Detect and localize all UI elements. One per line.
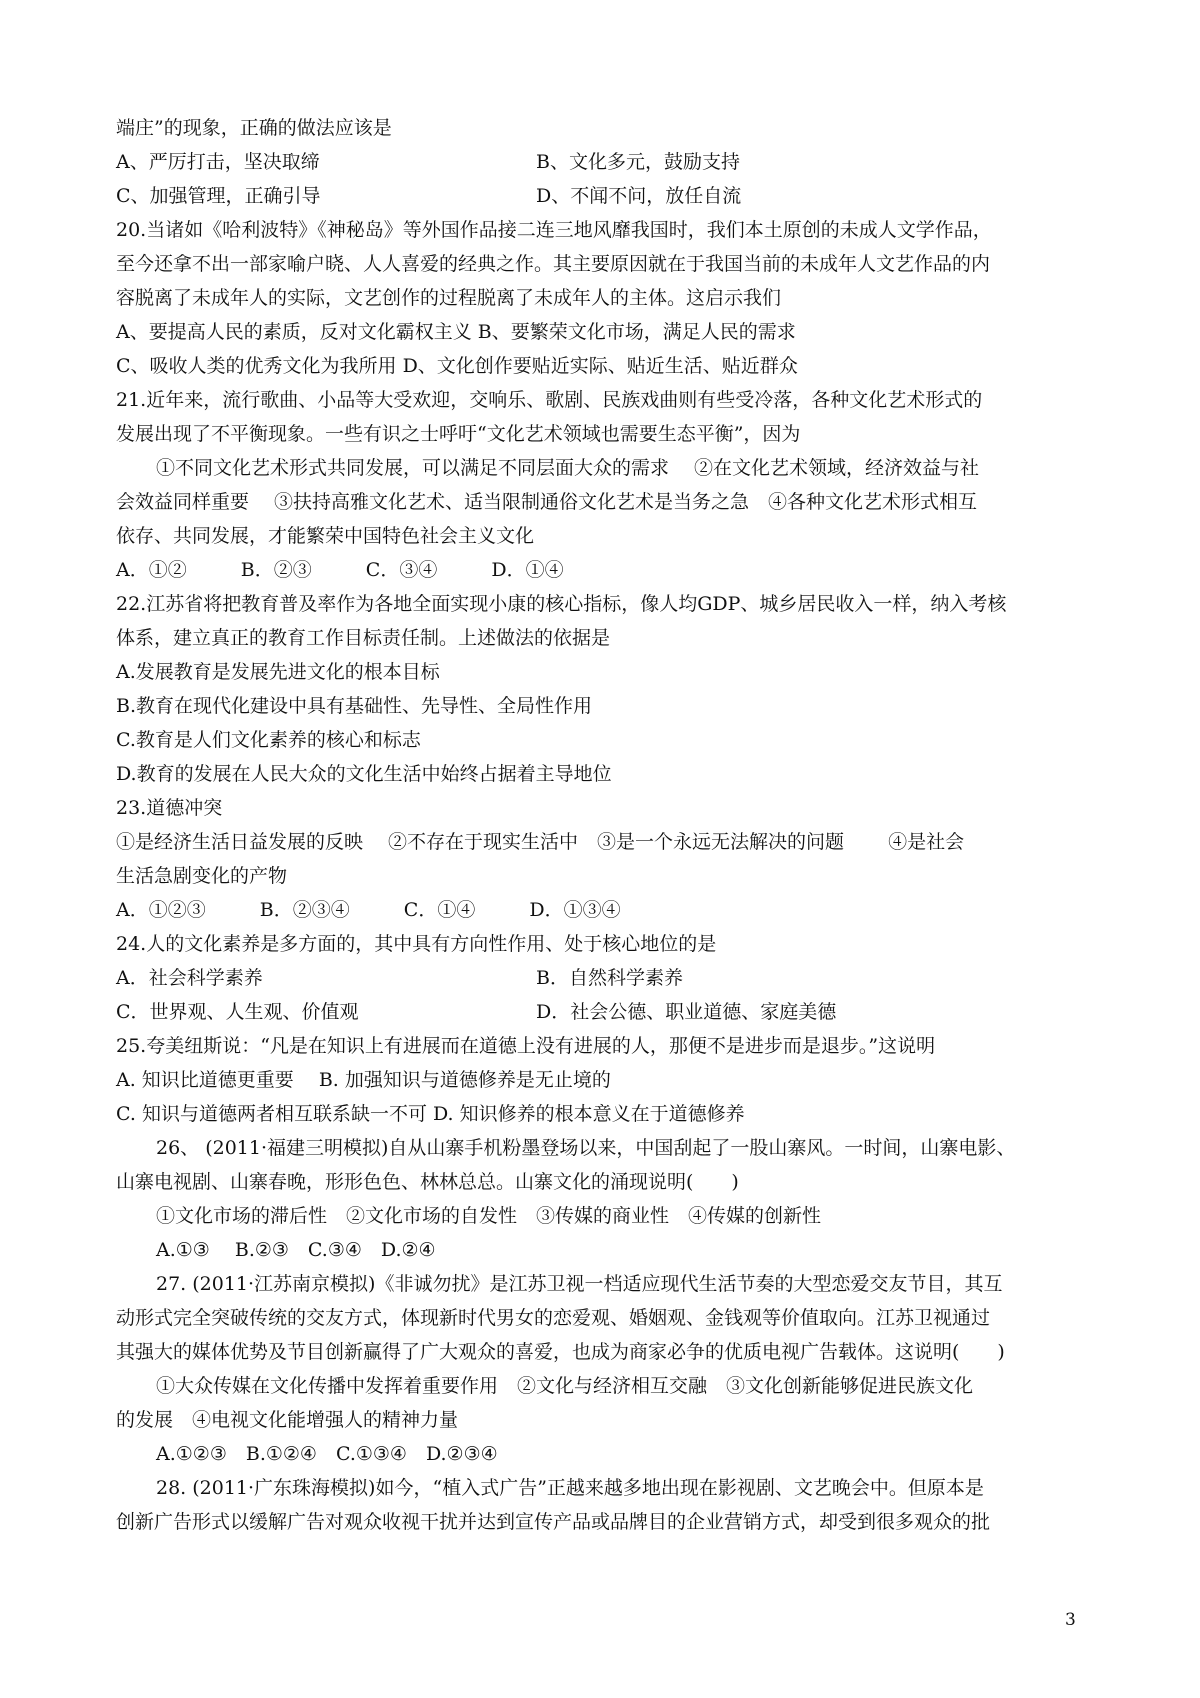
question-20-line: 容脱离了未成年人的实际，文艺创作的过程脱离了未成年人的主体。这启示我们 xyxy=(116,287,782,309)
option-d: D.教育的发展在人民大众的文化生活中始终占据着主导地位 xyxy=(116,763,612,785)
option-c: C、加强管理，正确引导 xyxy=(116,185,321,207)
question-26-options: A.①③ B.②③ C.③④ D.②④ xyxy=(156,1239,436,1261)
option-b: B、文化多元，鼓励支持 xyxy=(536,151,740,173)
question-25-line: 25.夸美纽斯说：“凡是在知识上有进展而在道德上没有进展的人，那便不是进步而是退步。”这说明 xyxy=(116,1035,936,1057)
option-b: B．②③ xyxy=(240,559,312,581)
option-b: B．②③④ xyxy=(259,899,350,921)
option-a: A．①② xyxy=(116,559,187,581)
question-24-options-ab xyxy=(116,961,1096,995)
question-27-statement: 的发展 ④电视文化能增强人的精神力量 xyxy=(116,1409,459,1431)
question-20-line: 至今还拿不出一部家喻户晓、人人喜爱的经典之作。其主要原因就在于我国当前的未成年人文艺作品的内 xyxy=(116,253,991,275)
question-24-options-cd xyxy=(116,995,1096,1029)
option-d: D、不闻不问，放任自流 xyxy=(536,185,742,207)
option-c: C．①④ xyxy=(403,899,476,921)
question-28-line: 创新广告形式以缓解广告对观众收视干扰并达到宣传产品或品牌目的企业营销方式，却受到很多观众的批 xyxy=(116,1511,991,1533)
question-19-options-ab xyxy=(116,145,1096,179)
option-a: A、严厉打击，坚决取缔 xyxy=(116,151,320,173)
option-c: C．③④ xyxy=(365,559,438,581)
question-23-line: ①是经济生活日益发展的反映 ②不存在于现实生活中 ③是一个永远无法解决的问题 ④是社会 xyxy=(116,831,965,853)
question-25-options-cd: C. 知识与道德两者相互联系缺一不可 D. 知识修养的根本意义在于道德修养 xyxy=(116,1103,745,1125)
question-27-options: A.①②③ B.①②④ C.①③④ D.②③④ xyxy=(156,1443,498,1465)
question-19-options-cd xyxy=(116,179,1096,213)
question-20-options-cd: C、吸收人类的优秀文化为我所用 D、文化创作要贴近实际、贴近生活、贴近群众 xyxy=(116,355,798,377)
question-23-line: 生活急剧变化的产物 xyxy=(116,865,288,887)
option-a: A．社会科学素养 xyxy=(116,967,263,989)
option-a: A．①②③ xyxy=(116,899,206,921)
question-20-line: 20.当诸如《哈利波特》《神秘岛》等外国作品接二连三地风靡我国时，我们本土原创的未成人文学作品， xyxy=(116,219,992,241)
option-b: B.教育在现代化建设中具有基础性、先导性、全局性作用 xyxy=(116,695,593,717)
question-19-tail: 端庄”的现象，正确的做法应该是 xyxy=(116,117,392,139)
question-27-line: 27. (2011·江苏南京模拟)《非诚勿扰》是江苏卫视一档适应现代生活节奏的大型恋爱交友节目，其互 xyxy=(156,1273,1003,1295)
question-27-line: 其强大的媒体优势及节目创新赢得了广大观众的喜爱，也成为商家必争的优质电视广告载体。这说明( ) xyxy=(116,1341,1005,1363)
question-21-line: 21.近年来，流行歌曲、小品等大受欢迎，交响乐、歌剧、民族戏曲则有些受冷落，各种文化艺术形式的 xyxy=(116,389,983,411)
page-number: 3 xyxy=(1065,1610,1076,1630)
question-26-line: 山寨电视剧、山寨春晚，形形色色、林林总总。山寨文化的涌现说明( ) xyxy=(116,1171,739,1193)
document-page xyxy=(116,111,1096,1539)
question-21-statement: ①不同文化艺术形式共同发展，可以满足不同层面大众的需求 ②在文化艺术领域，经济效益与社 xyxy=(156,457,980,479)
question-26-statement: ①文化市场的滞后性 ②文化市场的自发性 ③传媒的商业性 ④传媒的创新性 xyxy=(156,1205,822,1227)
option-d: D．社会公德、职业道德、家庭美德 xyxy=(536,1001,837,1023)
option-c: C.教育是人们文化素养的核心和标志 xyxy=(116,729,421,751)
question-23-line: 23.道德冲突 xyxy=(116,797,223,819)
question-22-line: 体系，建立真正的教育工作目标责任制。上述做法的依据是 xyxy=(116,627,611,649)
question-24-line: 24.人的文化素养是多方面的，其中具有方向性作用、处于核心地位的是 xyxy=(116,933,717,955)
question-22-line: 22.江苏省将把教育普及率作为各地全面实现小康的核心指标，像人均GDP、城乡居民收入一样，纳入考核 xyxy=(116,593,1007,615)
option-a: A.发展教育是发展先进文化的根本目标 xyxy=(116,661,440,683)
question-27-line: 动形式完全突破传统的交友方式，体现新时代男女的恋爱观、婚姻观、金钱观等价值取向。江苏卫视通过 xyxy=(116,1307,991,1329)
option-b: B．自然科学素养 xyxy=(536,967,683,989)
question-20-options-ab: A、要提高人民的素质，反对文化霸权主义 B、要繁荣文化市场，满足人民的需求 xyxy=(116,321,796,343)
option-c: C．世界观、人生观、价值观 xyxy=(116,1001,359,1023)
question-21-statement: 依存、共同发展，才能繁荣中国特色社会主义文化 xyxy=(116,525,535,547)
question-27-statement: ①大众传媒在文化传播中发挥着重要作用 ②文化与经济相互交融 ③文化创新能够促进民族文化 xyxy=(156,1375,974,1397)
question-28-line: 28. (2011·广东珠海模拟)如今，“植入式广告”正越来越多地出现在影视剧、文艺晚会中。但原本是 xyxy=(156,1477,984,1499)
option-d: D．①③④ xyxy=(529,899,621,921)
question-21-options xyxy=(116,553,1096,587)
question-25-options-ab: A. 知识比道德更重要 B. 加强知识与道德修养是无止境的 xyxy=(116,1069,611,1091)
question-21-line: 发展出现了不平衡现象。一些有识之士呼吁“文化艺术领域也需要生态平衡”，因为 xyxy=(116,423,801,445)
question-23-options xyxy=(116,893,1096,927)
option-d: D．①④ xyxy=(491,559,564,581)
question-21-statement: 会效益同样重要 ③扶持高雅文化艺术、适当限制通俗文化艺术是当务之急 ④各种文化艺术形式相互 xyxy=(116,491,978,513)
question-26-line: 26、 (2011·福建三明模拟)自从山寨手机粉墨登场以来，中国刮起了一股山寨风。一时间，山寨电影、 xyxy=(156,1137,1016,1159)
